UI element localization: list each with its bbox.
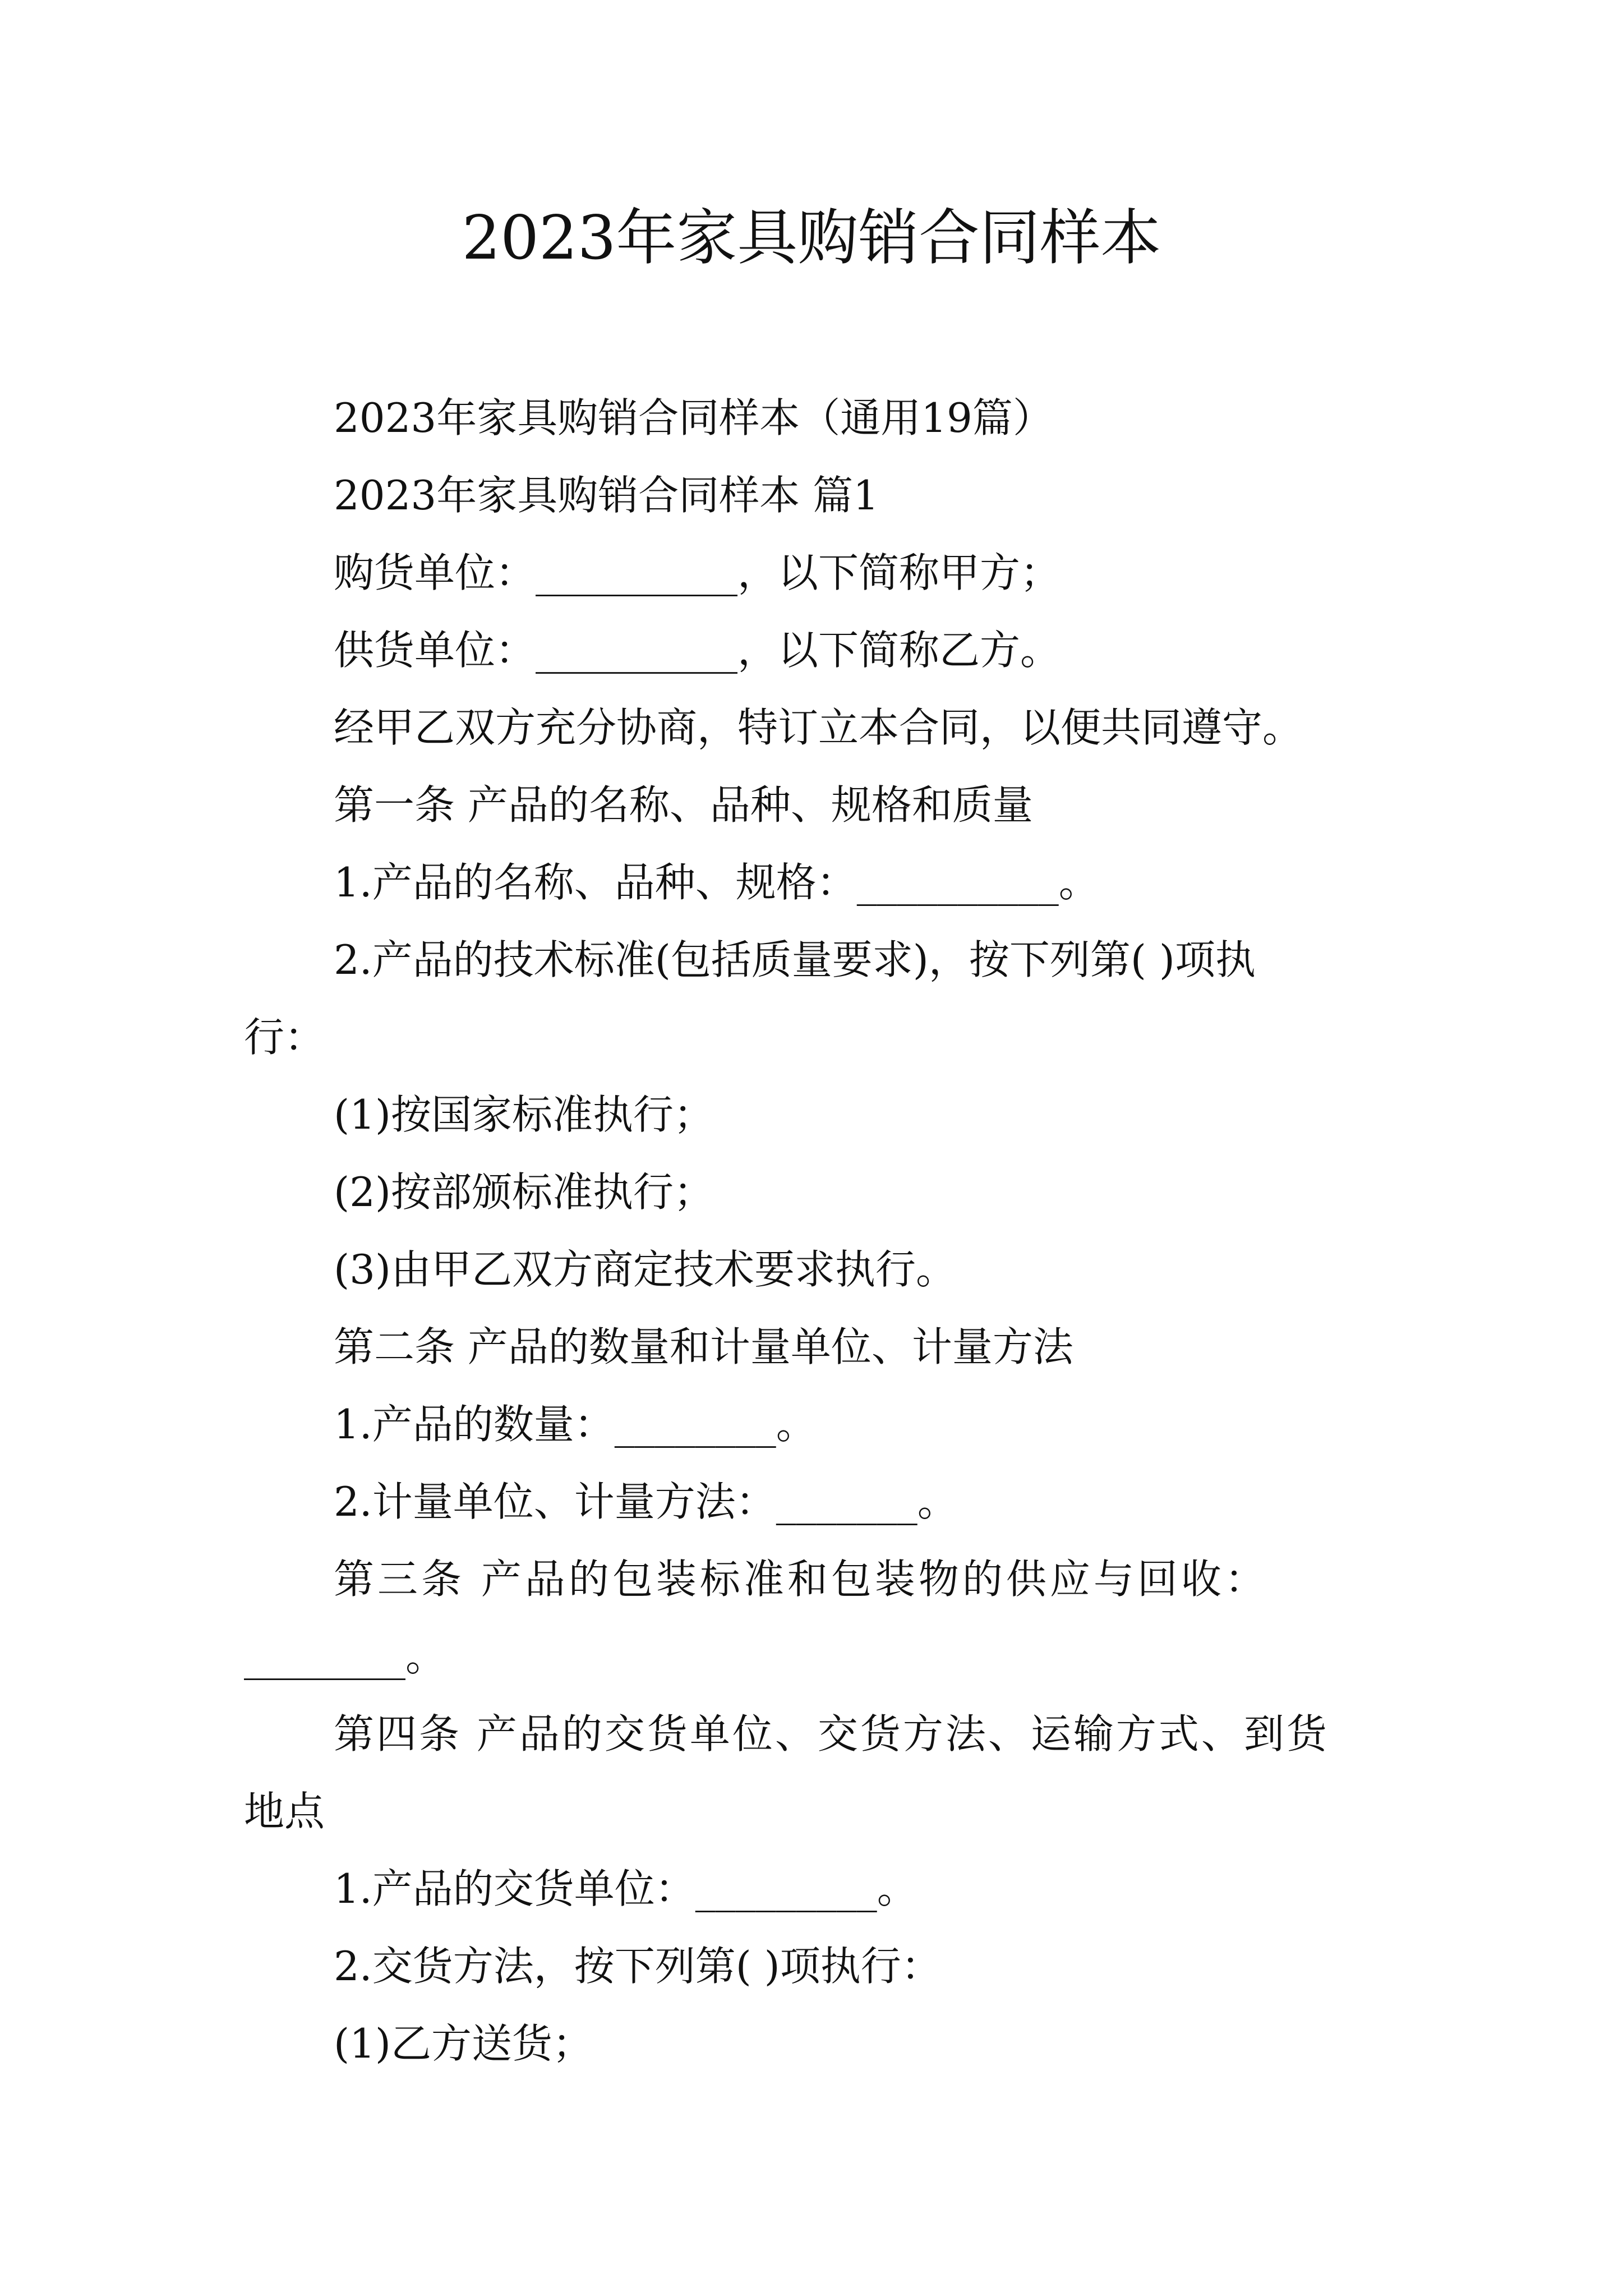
supplier-line: 供货单位：__________，以下简称乙方。 [334, 627, 1061, 674]
article-1-item-2-cont: 行： [244, 1014, 325, 1061]
subtitle-line: 2023年家具购销合同样本（通用19篇） [334, 394, 1053, 441]
option-3: (3)由甲乙双方商定技术要求执行。 [334, 1246, 956, 1293]
option-2: (2)按部颁标准执行； [334, 1168, 714, 1216]
article-1-heading: 第一条 产品的名称、品种、规格和质量 [334, 781, 1033, 829]
article-4-item-2: 2.交货方法，按下列第( )项执行： [334, 1943, 942, 1990]
document-title: 2023年家具购销合同样本 [462, 203, 1161, 273]
agreement-line: 经甲乙双方充分协商，特订立本合同，以便共同遵守。 [334, 704, 1303, 751]
article-1-item-2: 2.产品的技术标准(包括质量要求)，按下列第( )项执 [334, 936, 1256, 983]
article-2-item-1: 1.产品的数量：________。 [334, 1401, 817, 1448]
option-1: (1)按国家标准执行； [334, 1091, 714, 1138]
article-2-heading: 第二条 产品的数量和计量单位、计量方法 [334, 1323, 1073, 1370]
article-4-heading: 第四条 产品的交货单位、交货方法、运输方式、到货 [334, 1710, 1329, 1757]
delivery-option-1: (1)乙方送货； [334, 2020, 593, 2067]
article-1-item-1: 1.产品的名称、品种、规格：__________。 [334, 859, 1099, 906]
article-3-heading: 第三条 产品的包装标准和包装物的供应与回收： [334, 1556, 1269, 1603]
buyer-line: 购货单位：__________，以下简称甲方； [334, 549, 1061, 596]
article-3-blank: ________。 [244, 1633, 446, 1680]
section-heading: 2023年家具购销合同样本 篇1 [334, 472, 879, 519]
article-2-item-2: 2.计量单位、计量方法：_______。 [334, 1478, 958, 1525]
article-4-heading-cont: 地点 [244, 1788, 325, 1835]
article-4-item-1: 1.产品的交货单位：_________。 [334, 1865, 917, 1912]
